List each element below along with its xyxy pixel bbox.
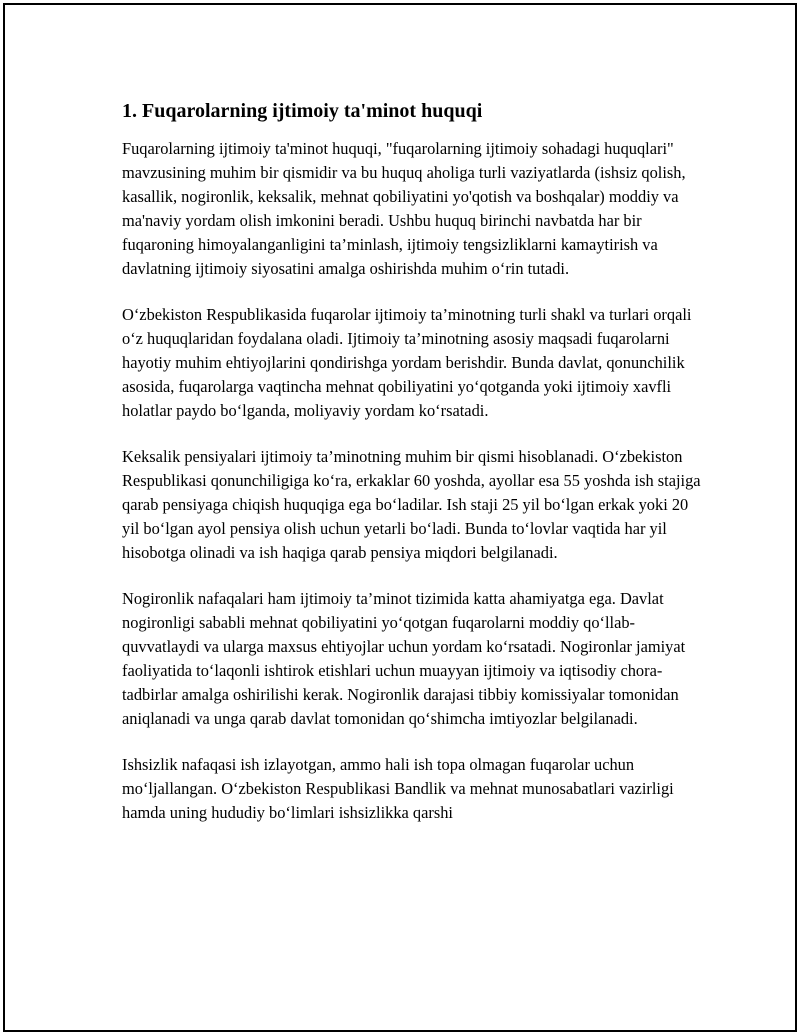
paragraph-social-security-forms: O‘zbekiston Respublikasida fuqarolar ijtimoiy ta’minotning turli shakl va turlari orqali o‘z huquqlaridan foydalana oladi. Ijtimoiy ta’minotning asosiy maqsadi fuqarolarni hayotiy muhim ehtiyojlarini qondirishga yordam berishdir. Bunda davlat, qonunchilik asosida, fuqarolarga vaqtincha mehnat qobiliyatini yo‘qotganda yoki ijtimoiy xavfli holatlar paydo bo‘lganda, moliyaviy yordam ko‘rsatadi. [122,305,692,420]
paragraph-disability-benefits: Nogironlik nafaqalari ham ijtimoiy ta’minot tizimida katta ahamiyatga ega. Davlat nogironligi sababli mehnat qobiliyatini yo‘qotgan fuqarolarni moddiy qo‘llab-quvvatlaydi va ularga maxsus ehtiyojlar uchun yordam ko‘rsatadi. Nogironlar jamiyat faoliyatida to‘laqonli ishtirok etishlari uchun muayyan ijtimoiy va iqtisodiy chora-tadbirlar amalga oshirilishi kerak. Nogironlik darajasi tibbiy komissiyalar tomonidan aniqlanadi va unga qarab davlat tomonidan qo‘shimcha imtiyozlar belgilanadi. [122,589,686,728]
section-heading: 1. Fuqarolarning ijtimoiy ta'minot huquqi [122,100,483,122]
paragraph-social-security-right: Fuqarolarning ijtimoiy ta'minot huquqi, "fuqarolarning ijtimoiy sohadagi huquqlari" mavzusining muhim bir qismidir va bu huquq aholiga turli vaziyatlarda (ishsiz qolish, kasallik, nogironlik, keksalik, mehnat qobiliyatini yo'qotish va boshqalar) moddiy va ma'naviy yordam olish imkonini beradi. Ushbu huquq birinchi navbatda har bir fuqaroning himoyalanganligini ta’minlash, ijtimoiy tengsizliklarni kamaytirish va davlatning ijtimoiy siyosatini amalga oshirishda muhim o‘rin tutadi. [122,139,686,278]
page-frame [3,3,797,1032]
paragraph-old-age-pensions: Keksalik pensiyalari ijtimoiy ta’minotning muhim bir qismi hisoblanadi. O‘zbekiston Respublikasi qonunchiligiga ko‘ra, erkaklar 60 yoshda, ayollar esa 55 yoshda ish stajiga qarab pensiyaga chiqish huquqiga ega bo‘ladilar. Ish staji 25 yil bo‘lgan erkak yoki 20 yil bo‘lgan ayol pensiya olish uchun yetarli bo‘ladi. Bunda to‘lovlar vaqtida har yil hisobotga olinadi va ish haqiga qarab pensiya miqdori belgilanadi. [122,447,701,562]
document-body [122,97,702,847]
paragraph-unemployment-benefit: Ishsizlik nafaqasi ish izlayotgan, ammo hali ish topa olmagan fuqarolar uchun mo‘ljallangan. O‘zbekiston Respublikasi Bandlik va mehnat munosabatlari vazirligi hamda uning hududiy bo‘limlari ishsizlikka qarshi [122,755,674,822]
